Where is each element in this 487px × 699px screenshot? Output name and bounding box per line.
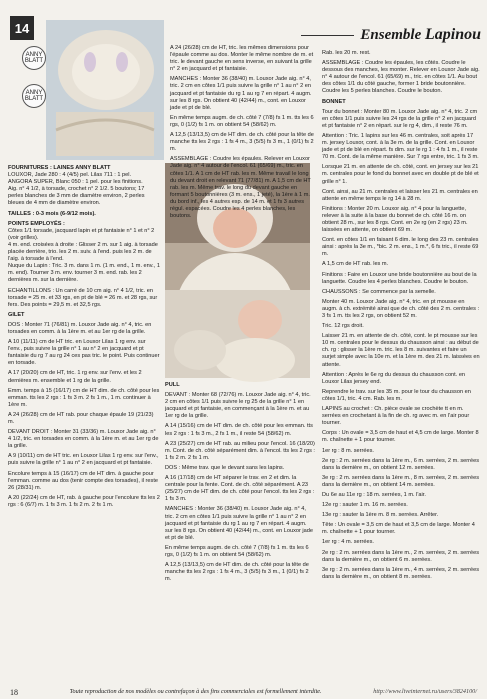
booties-step-2: Tric. 12 rgs droit. xyxy=(322,323,364,330)
photo-baby-sitting-drawing xyxy=(165,290,310,378)
hat-step-1: Tour du bonnet : Monter 80 m. Louxor Jade aig. n° 4, tric. 2 cm en côtes 1/1 puis suivre les 24 rgs de la grille n° 2 en jacquard et pt fantaisie n° 2 en répart. sur le rg 4, dim., il reste 76 m. xyxy=(322,108,478,129)
cardigan-heading: GILET xyxy=(8,311,25,318)
hat-heading: BONNET xyxy=(322,98,346,105)
column-middle-bottom xyxy=(165,382,315,674)
pullover-sleeves-1: MANCHES : Monter 36 (38/40) m. Louxor Jade aig. n° 4, tric. 2 cm en côtes 1/1 puis suivre la grille n° 1 au n° 2 en jacquard et pt fantaisie du rg 1 au rg 7 en répart. 4 augm. sur les 8 rgs. On obtient 40 (42/44) m., cont. en Louxor jade et pt de blé. xyxy=(165,506,314,541)
stitch-crossed: 4 m. end. croisées à droite : Glisser 2 m. sur 1 aig. à torsade placée derrière, trio. les 2 m. suiv. à l'end. puis les 2 m. de l'aig. à torsade à l'end. xyxy=(8,241,158,263)
cardigan-right-front-1: DEVANT DROIT : Monter 31 (33/36) m. Louxor Jade aig. n° 4 1/2, tric. en torsades en comm. à la 1ère m. et au 1er rg de la grille. xyxy=(8,429,159,450)
rabbit-body: Corps : Un ovale = 3,5 cm de haut et 4,5 cm de large. Monter 8 m. chaînette + 1 pour tourner. xyxy=(322,430,479,444)
sizes-heading: TAILLES : 0-3 mois (6-9/12 mois). xyxy=(8,210,96,217)
page-title xyxy=(354,26,481,44)
hat-step-6: Cont. en côtes 1/1 en faisant 6 dim. le long des 23 m. centrales ainsi : après la 3e m., *bic. 2 m. ens., 1 m.*, 6 fs tric., il reste 69 m. xyxy=(322,237,479,258)
cardigan-back-5: A 24 (26/28) cm de HT rab. pour chaque épaule 19 (21/23) m. xyxy=(8,411,154,425)
column-right xyxy=(322,50,480,674)
pullover-front-3: A 23 (25/27) cm de HT rab. au milieu pour l'encol. 16 (18/20) m. Cont. de ch. côté séparément dim. à l'encol. tts les 2 rgs : 1 fs 2 m. 2 fs 1 m. xyxy=(165,440,315,461)
booties-step-4: Attention : Après le 6e rg du dessus du chausson cont. en Louxor Lilas jersey end. xyxy=(322,371,466,385)
booties-step-5: Reprendre le trav. sur les 35 m. pour le tour du chausson en côtes 1/1, tric. 4 cm. Rab. les m. xyxy=(322,388,471,402)
cardigan-assembly: ASSEMBLAGE : Coudre les épaules. Relever en Louxor Jade aig. n° 4 autour de l'encol. 61 (65/69) m., tric. en côtes 1/1. A 1 cm de HT rab. les m. Même travail le long du devant droit en relevant 71 (77/81) m. A 1,5 cm de HT rab. les m. Même trav. le long du devant gauche en formant 5 boutonnières (3 m. ens., 1 jeté), la 1ère à 1 m. du bord inf., les 4 autres esp. de 14 m. et 1 fs 3 autres régul. espacées. Coudre les 4 perles blanches, les boutons. xyxy=(170,156,311,220)
rabbit-body-row-4: Du 6e au 11e rg : 18 m. serrées, 1 m. l'air. xyxy=(322,491,426,498)
cardigan-back-4: Emm. temps à 15 (16/17) cm de HT dim. de ch. côté pour les emman. tts les 2 rgs : 1 fs 3 m. 2 fs 1 m., 1 m. continuer à 1ère m. xyxy=(8,387,160,408)
cardigan-left-front: A 24 (26/28) cm de HT, tric. les mêmes dimensions pour l'épaule comme au dos. Monter le même nombre de m. et tric. le devant gauche en sens inverse, en suivant la grille n° 2 en jacquard et pt fantaisie. xyxy=(170,45,314,73)
booties-heading: CHAUSSONS : Se commence par la semelle. xyxy=(322,288,436,295)
hat-step-3: Lorsque 21 m. en attente de ch. côté, cont. en jersey sur les 21 m. centrales pour le fond du bonnet avec en double pt de blé et grille n° 1. xyxy=(322,164,479,185)
title-prefix: Ensemble xyxy=(360,27,422,43)
model-number: 14 xyxy=(14,20,30,36)
hat-step-2: Attention : Tric. 1 lapins sur les 46 m. centrales, soit après 17 m. jersey Louxor, cont. à la 3e m. de la grille. Cont. en Louxor jade et pt de blé en répart. fs dim. sur le rg 1 : 4 fs 1 m., il reste 70 m. Cont. de la même manière. Sur 7 rgs entre, tric. 1 fs 3 m. xyxy=(322,132,479,161)
footer-url[interactable]: http://www.liveinternet.ru/users/3824100/ xyxy=(373,688,477,695)
cardigan-sleeves-2: En même temps augm. de ch. côté 7 (7/8) fs 1 m. tts les 6 rgs, 0 (1/2) fs 1 m. on obtient 54 (58/62) m. xyxy=(170,114,314,128)
rabbits-heading: LAPINS au crochet : Ch. pièce ovale se crochète tt en m. serrées en crochetant à la fin de ch. rg avec m. en l'air pour tourner. xyxy=(322,406,470,427)
title-bar xyxy=(301,22,481,48)
badge-bottom-text: ANNY BLATT xyxy=(24,90,44,102)
pullover-assembly: ASSEMBLAGE : Coudre les épaules, les côtés. Coudre le dessous des manches, les monter. Relever en Louxor Jade aig. n° 4 autour de l'encol. 61 (65/69) m., tric. en côtes 1/1. Au bout des côtes 1/1 du côté gauche, former 1 bride boutonnière. Coudre les 5 perles blanches. Coudre le bouton. xyxy=(322,60,480,95)
anny-blatt-badge-top xyxy=(22,46,46,70)
rabbit-head-row-2: 2e rg : 2 m. serrées dans la 1ère m., 2 m. serrées, 2 m. serrées dans la dernière m., on obtient 6 m. serrées. xyxy=(322,549,479,563)
title-main: Lapinou xyxy=(424,26,481,43)
rabbit-body-row-3: 3e rg : 2 m. serrées dans la 1ère m., 8 m. serrées, 2 m. serrées dans la dernière m., on obtient 14 m. serrées. xyxy=(322,474,479,488)
pullover-front-1: DEVANT : Monter 68 (72/76) m. Louxor Jade aig. n° 4, tric. 2 cm en côtes 1/1 puis suivre le rg 25 de la grille n° 1 en jacquard et pt fantaisie, en commençant à la 1ère m. et au 1er rg de la grille. xyxy=(165,392,311,420)
cardigan-back-2: A 10 (11/11) cm de HT tric. en Louxor Lilas 1 rg env. sur l'env., puis suivre la grille n° 1 au n° 2 en jacquard et pt fantaisie du rg 7 au rg 24 ces pas tric. le point. Puis continuer en torsade. xyxy=(8,339,160,367)
hat-step-7: A 1,5 cm de HT rab. les m. xyxy=(322,261,389,268)
cardigan-right-front-4: A 20 (22/24) cm de HT, rab. à gauche pour l'encolure tts les 2 rgs : 6 (6/7) m. 1 fs 3 m. 1 fs 2 m. 2 fs 1 m. xyxy=(8,494,160,508)
rabbit-body-row-6: 13e rg : sauter la 1ère m. 8 m. serrées. Arrêter. xyxy=(322,512,439,519)
column-left xyxy=(8,165,160,673)
photo-baby-sitting xyxy=(165,290,310,378)
rabbit-head-row-3: 3e rg : 2 m. serrées dans la 1ère m., 4 m. serrées, 2 m. serrées dans la dernière m., on obtient 8 m. serrées. xyxy=(322,566,479,580)
pullover-front-2: A 14 (15/16) cm de HT dim. de ch. côté pour les emman. tts les 2 rgs : 1 fs 3 m., 2 fs 1 m., il reste 54 (58/62) m. xyxy=(165,423,313,437)
footer-page-number: 18 xyxy=(10,688,18,697)
cardigan-right-front-3: Encolure temps à 15 (16/17) cm de HT dim. à gauche pour l'emman. comme au dos (tenir compte des torsades), il reste 26 (28/31) m. xyxy=(8,470,158,491)
page-footer xyxy=(10,688,477,697)
cardigan-sleeves-1: MANCHES : Monter 36 (38/40) m. Louxor Jade aig. n° 4, tric. 2 cm en côtes 1/1 puis suivre la grille n° 1 au n° 2 en jacquard et pt fantaisie du rg 1 au rg 7 en répart. 4 augm. sur les 8 rgs. On obtient 40 (42/44) m., cont. en Louxor jade et pt de blé. xyxy=(170,76,312,111)
booties-step-1: Monter 40 m. Louxor Jade aig. n° 4, tric. en pt mousse en augm. à ch. extrémité ainsi que de ch. côté des 2 m. centrales : 3 fs 1 m. tts les 2 rgs, on obtient 52 m. xyxy=(322,298,480,319)
stitches-heading: POINTS EMPLOYÉS : xyxy=(8,220,65,227)
pullover-heading: PULL xyxy=(165,382,180,388)
anny-blatt-badge-bottom xyxy=(22,84,46,108)
supplies-heading: FOURNITURES : LAINES ANNY BLATT xyxy=(8,165,111,171)
badge-top-text: ANNY BLATT xyxy=(24,52,44,64)
supplies-angora: ANGORA SUPER, Blanc 050 : 1 pel. pour les finitions. xyxy=(8,179,143,186)
pullover-sleeves-2: En même temps augm. de ch. côté 7 (7/8) fs 1 m. tts les 6 rgs, 0 (1/2) fs 1 m. on obtient 54 (58/62) m. xyxy=(165,544,309,558)
column-middle-top xyxy=(170,45,315,220)
photo-top-left-drawing xyxy=(46,20,164,160)
cardigan-right-front-2: A 9 (10/11) cm de HT tric. en Louxor Lilas 1 rg env. sur l'env., puis suivre la grille n° 1 au n° 2 en jacquard et pt fantaisie. xyxy=(8,453,159,467)
pullover-back-1: DOS : Même trav. que le devant sans les lapins. xyxy=(165,464,285,471)
supplies-louxor: LOUXOR, Jade 280 : 4 (4/5) pel. Lilas 711 : 1 pel. xyxy=(8,172,132,179)
cardigan-back-1: DOS : Monter 71 (76/81) m. Louxor Jade aig. n° 4, tric. en torsades en comm. à la 1ère m. et au 1er rg de la grille. xyxy=(8,321,152,335)
footer-legal: Toute reproduction de nos modèles ou contrefaçon à des fins commerciales est formellement interdite. xyxy=(69,688,322,695)
rabbit-head-row-1: 1er rg : 4 m. serrées. xyxy=(322,539,374,546)
rabbit-body-row-1: 1er rg : 8 m. serrées. xyxy=(322,447,374,454)
cardigan-sleeves-3: A 12,5 (13/13,5) cm de HT dim. de ch. côté pour la tête de manche tts les 2 rgs : 1 fs 4 m., 3 (5/5) fs 3 m., 1 (0/1) fs 2 m. xyxy=(170,132,314,153)
cardigan-back-3: A 17 (20/20) cm de HT, tric. 1 rg env. sur l'env. et les 2 dernières m. ensemble et 1 rg de la grille. xyxy=(8,370,142,384)
hat-step-8: Finitions : Faire en Louxor une bride boutonnière au bout de la languette. Coudre les 4 perles blanches. Coudre le bouton. xyxy=(322,271,477,285)
hat-step-4: Cont. ainsi, au 21 m. centrales et laisser les 21 m. centrales en attente en même temps le rg 14 à 28 m. xyxy=(322,188,478,202)
stitch-nuque: Nuque du Lapin : Tric. 3 m. dans 1 m. (1 m. end., 1 m. env., 1 m. end). Tourner 3 m. env. tourner 3 m. end. rab. les 2 dernières m. sur la dernière. xyxy=(8,263,160,284)
supplies-needles: Aig. n° 4 1/2, à torsade, crochet n° 2 1/2. 5 boutons; 17 perles blanches de 3 mm de diamètre environ, 2 perles bleues de 4 mm de diamètre environ. xyxy=(8,186,145,207)
pullover-sleeves-end: Rab. les 20 m. rest. xyxy=(322,50,371,56)
rabbit-body-row-5: 12e rg : sauter 1 m. 16 m. serrées. xyxy=(322,502,408,509)
hat-step-5: Finitions : Monter 20 m. Louxor aig. n° 4 pour la languette, relever à la suite à la base du bonnet de ch. côté 16 m. on obtient 28 m., sur les 8 rgs. Cont. en 2e rg (en 2 rgs) 23 m. laissées en attente, on obtient 69 m. xyxy=(322,205,468,234)
rabbit-body-row-2: 2e rg : 2 m. serrées dans la 1ère m., 6 m. serrées, 2 m. serrées dans la dernière m., on obtient 12 m. serrées. xyxy=(322,457,479,471)
stitch-cotes: Côtes 1/1 torsade, jacquard lapin et pt fantaisie n° 1 et n° 2 (voir grilles). xyxy=(8,227,155,241)
rabbit-head: Tête : Un ovale = 3,5 cm de haut et 3,5 cm de large. Monter 4 m. chaînette + 1 pour tourner. xyxy=(322,522,475,536)
photo-top-left xyxy=(46,20,164,160)
pullover-back-2: A 16 (17/18) cm de HT séparer le trav. en 2 et dim. la centrale pour la fente. Cont. de ch. côté séparément. A 23 (25/27) cm de HT dim. de ch. côté pour l'encol. tts les 2 rgs : 1 fs 3 m. xyxy=(165,475,315,503)
pullover-sleeves-3: A 12,5 (13/13,5) cm de HT dim. de ch. côté pour la tête de manche tts les 2 rgs : 1 fs 4 m., 3 (5/5) fs 3 m., 1 (0/1) fs 2 m. xyxy=(165,562,309,583)
model-number-box xyxy=(10,16,34,40)
booties-step-3: Laisser 21 m. en attente de ch. côté, cont. le pt mousse sur les 10 m. centrales pour le dessus du chausson ainsi : au début de ch. rg : glisser la 1ère m. tric. les 8 m. suivantes et faire un surjet simple avec la 10e m. et la 1ère m. des 21 m. laissées en attente. xyxy=(322,333,480,368)
gauge-text: ECHANTILLONS : Un carré de 10 cm aig. n° 4 1/2, tric. en torsade = 25 m. et 33 rgs, en pt de blé = 26 m. et 28 rgs, sur fers. Des points = 29,5 m. et 32,5 rgs. xyxy=(8,287,158,308)
